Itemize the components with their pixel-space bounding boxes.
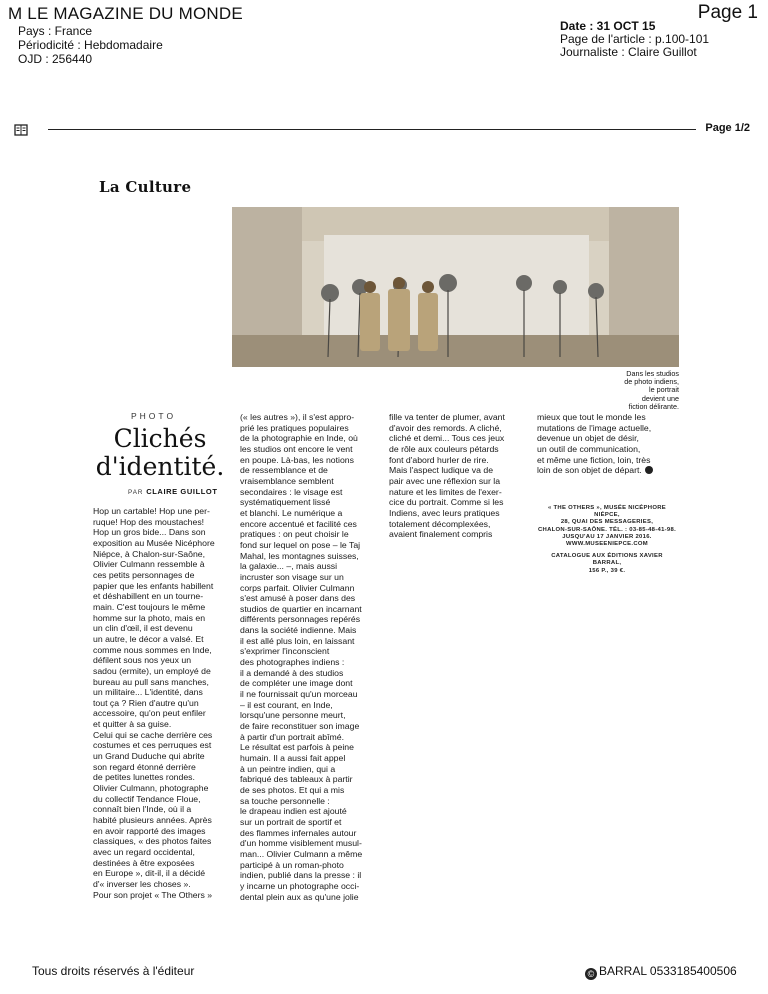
text-line: un autre, le décor a valsé. Et [93,633,204,644]
text-line: mutations de l'image actuelle, [537,422,652,433]
text-line: corps parfait. Olivier Culmann [240,582,355,593]
text-line: prié les pratiques populaires [240,422,349,433]
text-line: exposition au Musée Nicéphore [93,537,215,548]
article-title [90,425,230,481]
text-line: Pour son projet « The Others » [93,889,213,900]
text-line: en poupe. Là-bas, les notions [240,454,354,465]
caption-line: le portrait [649,385,679,395]
text-line: ces petits personnages de [93,569,195,580]
text-line: vraisemblance semblent [240,475,334,486]
text-line: un clin d'œil, il est devenu [93,623,193,634]
publication-name: M LE MAGAZINE DU MONDE [8,4,243,23]
footer-code [585,964,737,980]
text-line: et déshabillent en un tourne- [93,591,204,602]
text-line: y incarne un photographe occi- [240,880,360,891]
text-line: Indiens, avec leurs pratiques [389,507,500,518]
page-fraction: Page 1/2 [705,122,750,134]
info-line: « THE OTHERS », MUSÉE NICÉPHORE NIÉPCE, [548,505,666,519]
newspaper-icon [14,123,28,137]
date-label: Date : 31 OCT 15 [560,19,656,33]
journalist-label: Journaliste : Claire Guillot [560,45,697,59]
caption-line: de photo indiens, [624,377,679,387]
caption-line: fiction délirante. [628,401,679,411]
text-line: Olivier Culmann ressemble à [93,559,205,570]
text-line: d'un homme visiblement musul- [240,838,362,849]
info-line: 156 P., 39 €. [588,567,626,574]
text-line: à un peintre indien, qui a [240,763,336,774]
info-line: CHALON-SUR-SAÔNE. TÉL. : 03-85-48-41-98. [537,526,677,533]
text-line: encore accentué et facilité ces [240,518,357,529]
text-line: s'est amusé à poser dans des [240,593,356,604]
text-line: de ressemblance et de [240,465,328,476]
text-line: lorsqu'une personne meurt, [240,710,346,721]
text-line: Hop un gros bide... Dans son [93,527,206,538]
text-line: connaît bien l'Inde, où il a [93,804,192,815]
text-line: dental plein aux as qu'une jolie [240,891,359,902]
byline-prefix: PAR [128,489,144,496]
text-line: en Europe », dit-il, il a décidé [93,868,206,879]
text-line: en avoir rapporté des images [93,825,206,836]
exhibition-info [537,505,677,575]
text-line: Olivier Culmann, photographe [93,783,209,794]
text-line: s'exprimer l'inconscient [240,646,330,657]
article-photo [232,207,679,367]
text-line: de ses photos. Et qui a mis [240,784,345,795]
text-line: son regard étonné derrière [93,761,196,772]
text-line: studios de quartier en incarnant [240,603,362,614]
article-page-label: Page de l'article : p.100-101 [560,32,710,46]
text-line: indien, publié dans la presse : il [240,870,362,881]
text-line: main. C'est toujours le même [93,601,206,612]
text-line: systématiquement lissé [240,497,331,508]
text-column-1 [93,506,215,900]
periodicity-label: Périodicité : Hebdomadaire [18,38,163,52]
text-line: Hop un cartable! Hop une per- [93,506,210,516]
text-line: pratiques : on peut choisir le [240,529,349,540]
page-number: Page 1 [697,2,758,23]
text-line: un outil de communication, [537,443,641,454]
text-line: il ne fournissait qu'un morceau [240,689,358,700]
footer-rights: Tous droits réservés à l'éditeur [32,964,195,978]
text-line: tout ça ? Rien d'autre qu'un [93,697,199,708]
text-line: le drapeau indien est ajouté [240,806,347,817]
info-line: WWW.MUSEENIEPCE.COM [566,541,648,548]
text-line: bureau au pull sans manches, [93,676,209,687]
text-line: Celui qui se cache derrière ces [93,729,213,740]
text-line: de rôle aux couleurs pétards [389,443,499,454]
text-line: papier que les enfants habillent [93,580,214,591]
text-line: des photographes indiens : [240,657,345,668]
text-line: cice du portrait. Comme si les [389,497,504,508]
header-rule [14,121,758,141]
text-line: d'« inverser les choses ». [93,878,191,889]
text-line: il a demandé à des studios [240,667,344,678]
title-line: Clichés [113,424,207,453]
info-line: CATALOGUE AUX ÉDITIONS XAVIER BARRAL, [551,553,663,567]
country-label: Pays : France [18,24,93,38]
text-column-4 [537,412,653,476]
info-line: JUSQU'AU 17 JANVIER 2016. [562,533,652,540]
text-line: totalement décomplexées, [389,518,491,529]
text-line: de compléter une image dont [240,678,353,689]
text-line: nature et les limites de l'exer- [389,486,502,497]
text-line: devenue un objet de désir, [537,433,639,444]
text-line: un Grand Duduche qui abrite [93,751,205,762]
text-line: défilent sous nos yeux un [93,655,192,666]
text-line: d'avoir des remords. A cliché, [389,422,502,433]
end-of-article-icon [645,466,653,474]
text-line: incruster son visage sur un [240,571,344,582]
text-line: participé à un roman-photo [240,859,344,870]
text-column-2 [240,412,362,902]
text-line: les studios ont encore le vent [240,443,353,454]
text-line: costumes et ces perruques est [93,740,212,751]
article-kicker: PHOTO [131,411,177,421]
divider [48,129,696,130]
text-line: classiques, « des photos faites [93,836,212,847]
text-line: de faire reconstituer son image [240,721,360,732]
text-line: sa touche personnelle : [240,795,330,806]
section-title: La Culture [99,178,192,196]
text-line: – il est courant, en Inde, [240,699,333,710]
footer-code-text: BARRAL 0533185400506 [599,964,737,978]
author-name: CLAIRE GUILLOT [146,487,218,496]
photo-caption [556,370,679,411]
ojd-label: OJD : 256440 [18,52,93,66]
text-line: du collectif Tendance Floue, [93,793,201,804]
text-line: Mahal, les montagnes suisses, [240,550,359,561]
text-line: homme sur la photo, mais en [93,612,206,623]
text-line: fond sur lequel on pose – le Taj [240,539,361,550]
title-line: d'identité. [95,452,225,481]
caption-line: Dans les studios [626,369,679,378]
text-line: et quitter à sa guise. [93,719,172,730]
text-line: sadou (ermite), un employé de [93,665,211,676]
text-line: Le résultat est parfois à peine [240,742,354,753]
text-line: mieux que tout le monde les [537,412,646,422]
text-line: Niépce, à Chalon-sur-Saône, [93,548,206,559]
text-line: de petites lunettes rondes. [93,772,195,783]
text-line: (« les autres »), il s'est appro- [240,412,355,422]
text-line: avaient finalement compris [389,529,493,540]
text-line: fabriqué des tableaux à partir [240,774,353,785]
text-line: Mais l'aspect ludique va de [389,465,494,476]
text-line: il est allé plus loin, en laissant [240,635,355,646]
source-meta [18,24,163,66]
text-line: destinées à être exposées [93,857,195,868]
text-line: un militaire... L'identité, dans [93,687,203,698]
article-meta [560,20,709,59]
text-line: ruque! Hop des moustaches! [93,516,205,527]
text-line: loin de son objet de départ. [537,465,653,476]
caption-line: devient une [641,393,679,403]
text-line: cliché et demi... Tous ces jeux [389,433,505,444]
text-line: font d'abord hurler de rire. [389,454,489,465]
text-line: et même une fiction, loin, très [537,454,651,465]
text-column-3 [389,412,505,540]
text-line: man... Olivier Culmann a même [240,848,363,859]
text-line: la galaxie... –, mais aussi [240,561,338,572]
copyright-icon: © [585,968,597,980]
text-line: accessoire, qu'on peut enfiler [93,708,206,719]
text-line: humain. Il a aussi fait appel [240,753,346,763]
text-line: dans la société indienne. Mais [240,625,357,636]
text-line: comme nous sommes en Inde, [93,644,212,655]
text-line: pair avec une réflexion sur la [389,475,501,486]
text-line: avec un regard occidental, [93,847,195,857]
text-line: habité plusieurs années. Après [93,815,212,826]
text-line: différents personnages repérés [240,614,361,625]
text-line: et blanchi. Le numérique a [240,507,343,518]
byline [128,487,218,496]
text-line: des flammes infernales autour [240,827,357,838]
info-line: 28, QUAI DES MESSAGERIES, [560,519,654,526]
text-line: fille va tenter de plumer, avant [389,412,505,422]
text-line: de la photographie en Inde, où [240,433,358,444]
text-line: secondaires : le visage est [240,486,343,497]
text-line: à partir d'un portrait abîmé. [240,731,345,742]
text-line: sur un portrait de sportif et [240,816,342,827]
